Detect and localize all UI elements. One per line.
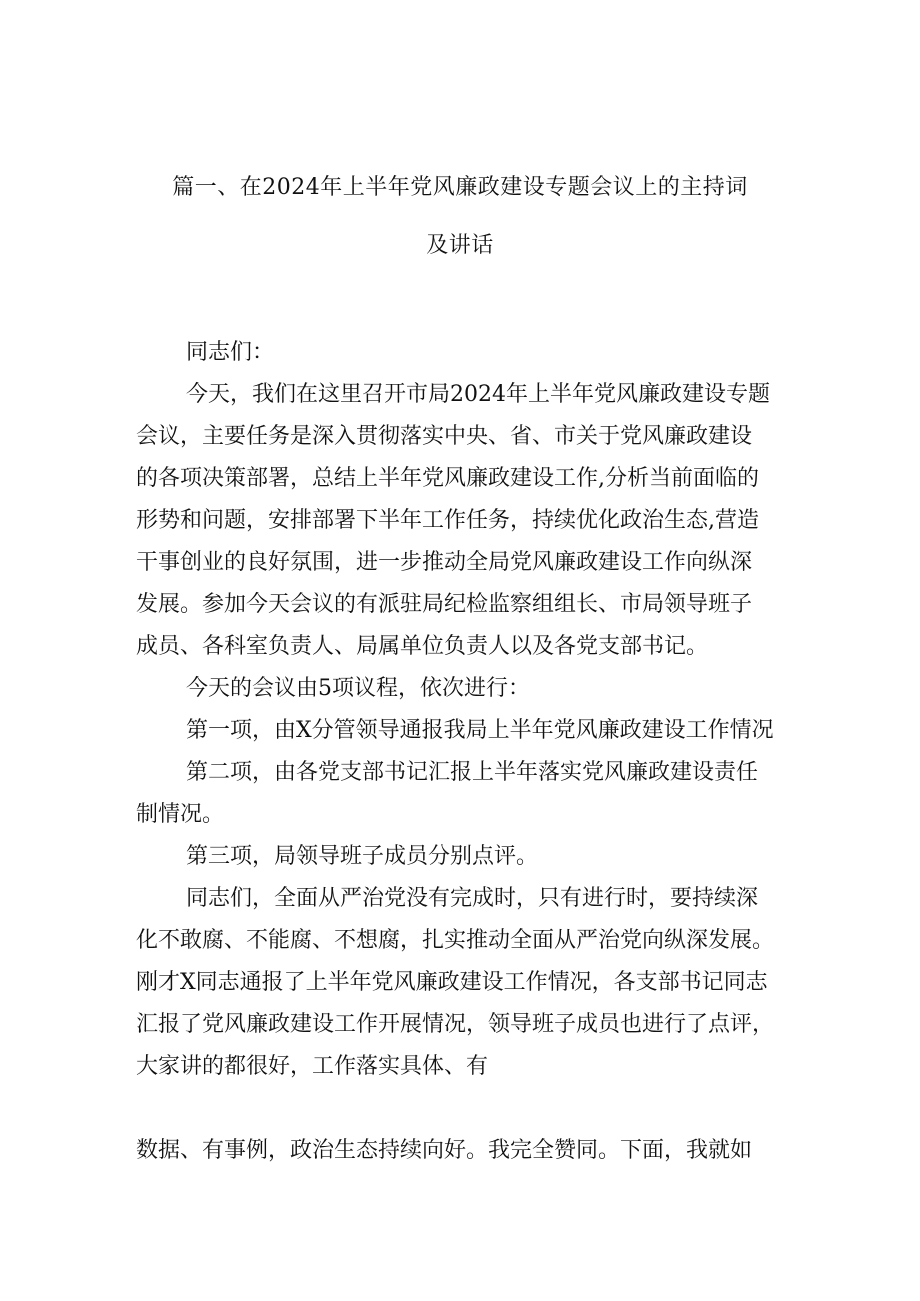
body-line: 第一项，由X分管领导通报我局上半年党风廉政建设工作情况 bbox=[186, 718, 774, 743]
salutation: 同志们： bbox=[186, 340, 275, 365]
body-line: 大家讲的都很好，工作落实具体、有 bbox=[136, 1054, 489, 1079]
body-line: 发展。参加今天会议的有派驻局纪检监察组组长、市局领导班子 bbox=[136, 592, 753, 617]
body-line: 今天，我们在这里召开市局2024年上半年党风廉政建设专题 bbox=[186, 382, 770, 407]
body-line: 刚才X同志通报了上半年党风廉政建设工作情况，各支部书记同志 bbox=[136, 970, 768, 995]
document-title-line-2: 及讲话 bbox=[426, 233, 494, 258]
body-line: 第三项，局领导班子成员分别点评。 bbox=[186, 844, 539, 869]
body-line: 汇报了党风廉政建设工作开展情况，领导班子成员也进行了点评， bbox=[136, 1012, 775, 1037]
body-line: 今天的会议由5项议程，依次进行： bbox=[186, 676, 530, 701]
document-title-line-1: 篇一、在2024年上半年党风廉政建设专题会议上的主持词 bbox=[172, 175, 748, 200]
body-line: 化不敢腐、不能腐、不想腐，扎实推动全面从严治党向纵深发展。 bbox=[136, 928, 775, 953]
body-line: 第二项，由各党支部书记汇报上半年落实党风廉政建设责任 bbox=[186, 760, 759, 785]
body-line: 的各项决策部署，总结上半年党风廉政建设工作,分析当前面临的 bbox=[136, 466, 759, 491]
body-line: 干事创业的良好氛围，进一步推动全局党风廉政建设工作向纵深 bbox=[136, 550, 753, 575]
body-line: 同志们，全面从严治党没有完成时，只有进行时，要持续深 bbox=[186, 886, 759, 911]
body-line: 会议，主要任务是深入贯彻落实中央、省、市关于党风廉政建设 bbox=[136, 424, 753, 449]
body-line: 数据、有事例，政治生态持续向好。我完全赞同。下面，我就如 bbox=[136, 1138, 753, 1163]
body-line: 成员、各科室负责人、局属单位负责人以及各党支部书记。 bbox=[136, 634, 709, 659]
body-line: 形势和问题，安排部署下半年工作任务，持续优化政治生态,营造 bbox=[136, 508, 759, 533]
body-line: 制情况。 bbox=[136, 802, 225, 827]
